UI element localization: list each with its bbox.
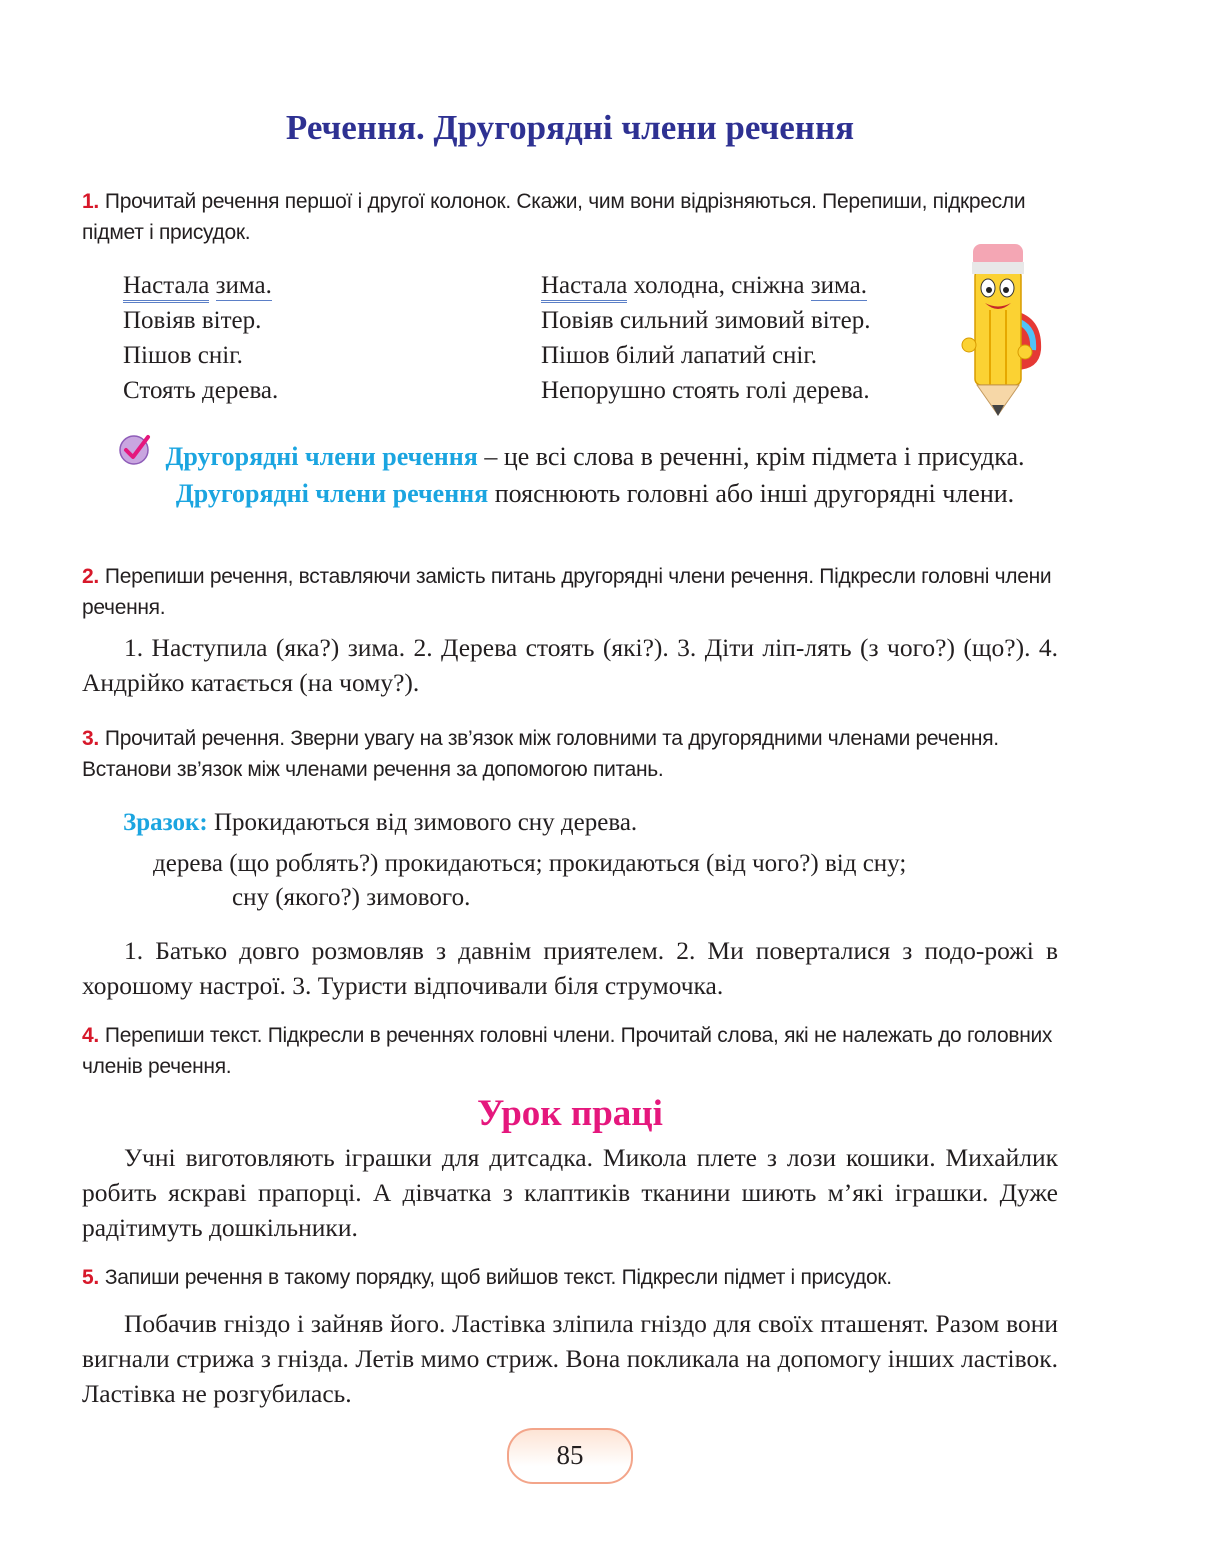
word: Настала	[123, 272, 209, 303]
sample-line-2: дерева (що роблять?) прокидаються; прокидаються (від чого?) від сну;	[153, 850, 907, 877]
task-text: Прочитай речення першої і другої колонок. Скажи, чим вони відрізняються. Перепиши, підкресли підмет і присудок.	[82, 190, 1026, 244]
task-text: Перепиши речення, вставляючи замість питань другорядні члени речення. Підкресли головні члени речення.	[82, 565, 1052, 619]
task-number: 4.	[82, 1024, 99, 1047]
rule-text-1: – це всі слова в реченні, крім підмета і присудка.	[477, 442, 1025, 471]
left-column	[123, 268, 523, 408]
task-2-instruction	[82, 561, 1058, 623]
task-5-instruction	[82, 1262, 1058, 1293]
task-3-instruction	[82, 723, 1058, 785]
task-text: Перепиши текст. Підкресли в реченнях головні члени. Прочитай слова, які не належать до головних членів речення.	[82, 1024, 1053, 1078]
rule-text-2: пояснюють головні або інші другорядні члени.	[488, 479, 1015, 508]
sentence-left-2: Повіяв вітер.	[123, 307, 262, 334]
task-number: 2.	[82, 565, 99, 588]
sample-sentence: Прокидаються від зимового сну дерева.	[213, 809, 638, 836]
task-text: Прочитай речення. Зверни увагу на зв’язок між головними та другорядними членами речення. Встанови зв’язок між членами речення за допомогою питань.	[82, 727, 999, 781]
sample-line-1	[123, 805, 1053, 840]
task-2-body: 1. Наступила (яка?) зима. 2. Дерева стоять (які?). 3. Діти ліп-лять (з чого?) (що?). 4. Андрійко катається (на чому?).	[82, 633, 1058, 697]
sentence-right-3: Пішов білий лапатий сніг.	[541, 342, 818, 369]
word: зима.	[215, 272, 272, 299]
word: Настала	[541, 272, 627, 303]
word: холодна,	[633, 272, 726, 299]
task-3-body: 1. Батько довго розмовляв з давнім приятелем. 2. Ми поверталися з подо-рожі в хорошому настрої. 3. Туристи відпочивали біля струмочка.	[82, 936, 1058, 1000]
section-text: Учні виготовляють іграшки для дитсадка. Микола плете з лози кошики. Михайлик робить яскраві прапорці. А дівчатка з клаптиків тканини шиють м’які іграшки. Дуже радітимуть дошкільники.	[82, 1143, 1058, 1242]
word: зима.	[810, 272, 867, 299]
sample-line-3: сну (якого?) зимового.	[232, 884, 471, 911]
rule-term-repeat: Другорядні члени речення	[175, 479, 489, 508]
section-title: Урок праці	[477, 1093, 663, 1134]
task-text: Запиши речення в такому порядку, щоб вийшов текст. Підкресли підмет і присудок.	[104, 1266, 892, 1289]
word: сніжна	[731, 272, 805, 299]
task-4-instruction	[82, 1020, 1058, 1082]
rule-definition	[140, 438, 1050, 512]
sentence-right-4: Непорушно стоять голі дерева.	[541, 377, 870, 404]
sentence-left-1	[123, 268, 523, 303]
task-5-body: Побачив гніздо і зайняв його. Ластівка зліпила гніздо для своїх пташенят. Разом вони вигнали стрижа з гнізда. Летів мимо стриж. Вона покликала на допомогу інших ластівок. Ластівка не розгубилась.	[82, 1309, 1058, 1408]
task-number: 1.	[82, 190, 99, 213]
pencil-mascot-illustration	[955, 240, 1045, 420]
rule-term: Другорядні члени речення	[165, 442, 478, 471]
task-1-instruction	[82, 186, 1058, 248]
page-number: 85	[507, 1428, 633, 1484]
sentence-right-2: Повіяв сильний зимовий вітер.	[541, 307, 871, 334]
right-column	[541, 268, 961, 408]
sentence-left-3: Пішов сніг.	[123, 342, 243, 369]
sentence-left-4: Стоять дерева.	[123, 377, 279, 404]
task-number: 3.	[82, 727, 99, 750]
sentence-right-1	[541, 268, 961, 303]
page-title: Речення. Другорядні члени речення	[285, 108, 855, 147]
task-number: 5.	[82, 1266, 99, 1289]
sample-label: Зразок:	[123, 809, 208, 836]
